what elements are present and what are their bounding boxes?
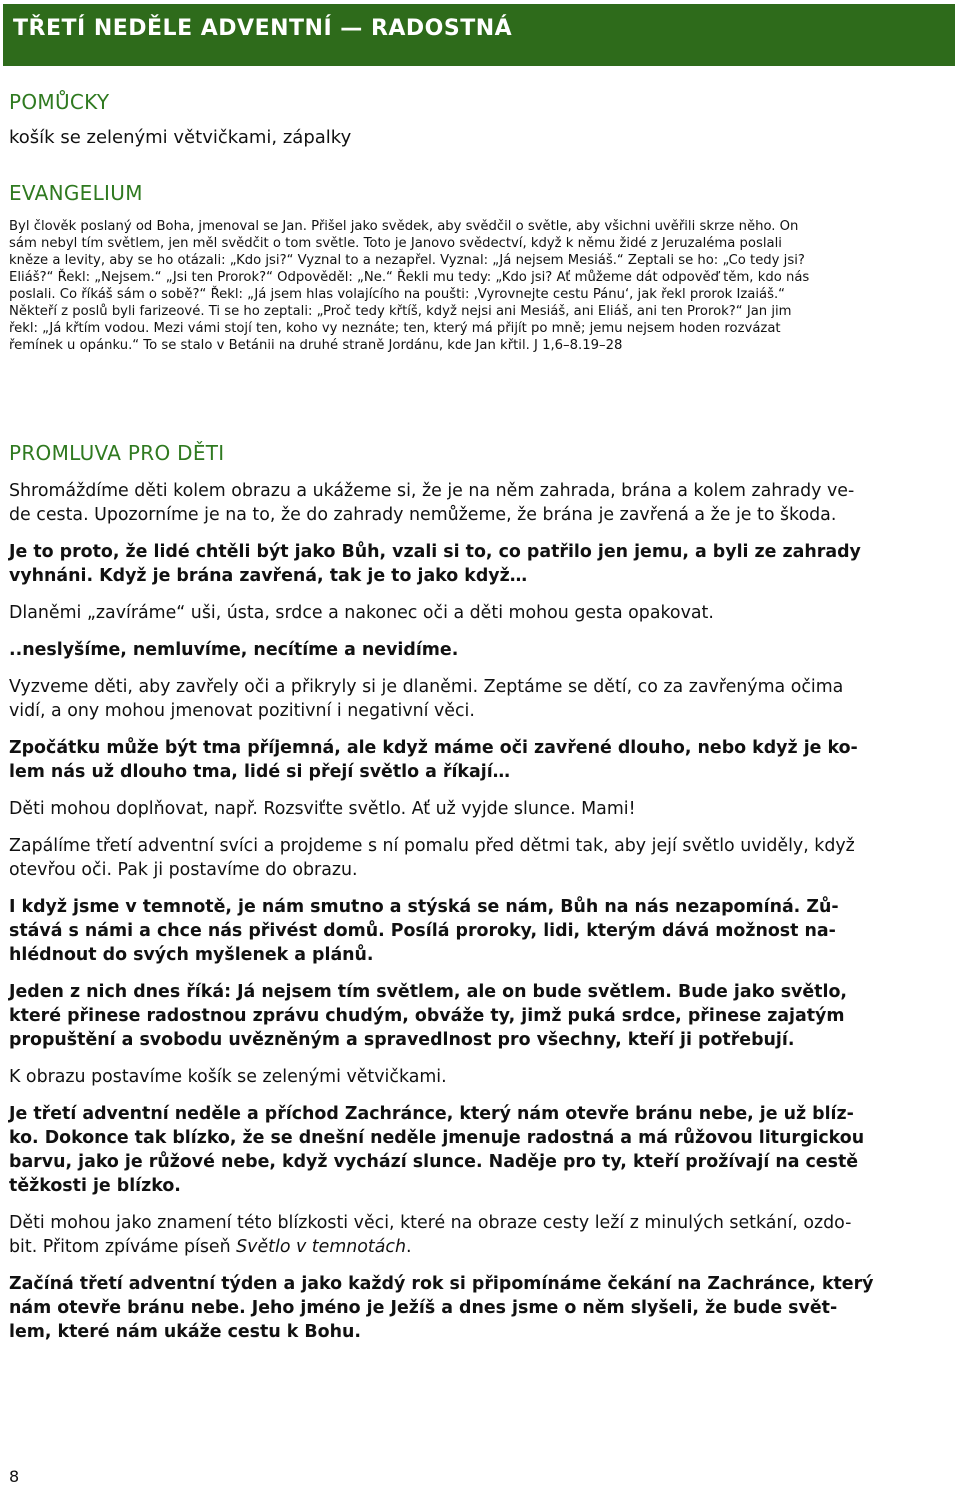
gospel-line: Byl člověk poslaný od Boha, jmenoval se Jan. Přišel jako svědek, aby svědčil o světle, aby všichni uvěřili skrze něho. On bbox=[9, 219, 799, 234]
talk-paragraph bbox=[9, 736, 954, 784]
talk-line: barvu, jako je růžové nebe, když vychází slunce. Naděje pro ty, kteří prožívají na cestě bbox=[9, 1152, 859, 1172]
section-heading-evangelium: EVANGELIUM bbox=[9, 181, 143, 205]
gospel-line: Někteří z poslů byli farizeové. Ti se ho zeptali: „Proč tedy křtíš, když nejsi ani Mesiáš, ani Eliáš, ani ten Prorok?“ Jan jim bbox=[9, 304, 792, 319]
talk-paragraph bbox=[9, 980, 954, 1052]
talk-line: vyhnáni. Když je brána zavřená, tak je to jako když… bbox=[9, 566, 528, 586]
talk-line: hlédnout do svých myšlenek a plánů. bbox=[9, 945, 374, 965]
talk-paragraph bbox=[9, 479, 954, 527]
section-heading-promluva: PROMLUVA PRO DĚTI bbox=[9, 441, 225, 465]
talk-line: Je třetí adventní neděle a příchod Zachránce, který nám otevře bránu nebe, je už blíz- bbox=[9, 1104, 854, 1124]
pomucky-text: košík se zelenými větvičkami, zápalky bbox=[9, 127, 352, 148]
talk-line: které přinese radostnou zprávu chudým, obváže ty, jimž puká srdce, přinese zajatým bbox=[9, 1006, 845, 1026]
talk-line: bit. Přitom zpíváme píseň Světlo v temnotách. bbox=[9, 1237, 412, 1257]
talk-line: ..neslyšíme, nemluvíme, necítíme a nevidíme. bbox=[9, 640, 459, 660]
talk-line: Vyzveme děti, aby zavřely oči a přikryly si je dlaněmi. Zeptáme se dětí, co za zavřenýma očima bbox=[9, 677, 844, 697]
talk-paragraph bbox=[9, 1065, 954, 1089]
talk-line: lem, které nám ukáže cestu k Bohu. bbox=[9, 1322, 361, 1342]
gospel-text bbox=[9, 218, 954, 354]
talk-line: Děti mohou jako znamení této blízkosti věci, které na obraze cesty leží z minulých setkání, ozdo- bbox=[9, 1213, 852, 1233]
talk-line: Je to proto, že lidé chtěli být jako Bůh, vzali si to, co patřilo jen jemu, a byli ze zahrady bbox=[9, 542, 861, 562]
talk-line: I když jsme v temnotě, je nám smutno a stýská se nám, Bůh na nás nezapomíná. Zů- bbox=[9, 897, 839, 917]
gospel-line: řemínek u opánku.“ To se stalo v Betánii na druhé straně Jordánu, kde Jan křtil. J 1,6–8.19–28 bbox=[9, 338, 623, 353]
talk-line: Děti mohou doplňovat, např. Rozsviťte světlo. Ať už vyjde slunce. Mami! bbox=[9, 799, 636, 819]
page-number: 8 bbox=[9, 1467, 20, 1486]
title-bar bbox=[3, 4, 955, 66]
children-talk bbox=[9, 479, 954, 1357]
talk-line: vidí, a ony mohou jmenovat pozitivní i negativní věci. bbox=[9, 701, 475, 721]
talk-paragraph bbox=[9, 1272, 954, 1344]
talk-paragraph bbox=[9, 675, 954, 723]
talk-line: K obrazu postavíme košík se zelenými větvičkami. bbox=[9, 1067, 447, 1087]
talk-line: stává s námi a chce nás přivést domů. Posílá proroky, lidi, kterým dává možnost na- bbox=[9, 921, 836, 941]
talk-paragraph bbox=[9, 638, 954, 662]
section-heading-pomucky: POMŮCKY bbox=[9, 90, 110, 114]
talk-line: ko. Dokonce tak blízko, že se dnešní neděle jmenuje radostná a má růžovou liturgickou bbox=[9, 1128, 865, 1148]
gospel-line: sám nebyl tím světlem, jen měl svědčit o tom světle. Toto je Janovo svědectví, když k němu židé z Jeruzaléma poslali bbox=[9, 236, 782, 251]
page-title: TŘETÍ NEDĚLE ADVENTNÍ — RADOSTNÁ bbox=[13, 16, 513, 41]
gospel-line: Eliáš?“ Řekl: „Nejsem.“ „Jsi ten Prorok?“ Odpověděl: „Ne.“ Řekli mu tedy: „Kdo jsi? Ať můžeme dát odpověď těm, kdo nás bbox=[9, 270, 810, 285]
talk-line: Dlaněmi „zavíráme“ uši, ústa, srdce a nakonec oči a děti mohou gesta opakovat. bbox=[9, 603, 714, 623]
talk-line: Jeden z nich dnes říká: Já nejsem tím světlem, ale on bude světlem. Bude jako světlo, bbox=[9, 982, 848, 1002]
talk-line: nám otevře bránu nebe. Jeho jméno je Ježíš a dnes jsme o něm slyšeli, že bude svět- bbox=[9, 1298, 838, 1318]
gospel-line: kněze a levity, aby se ho otázali: „Kdo jsi?“ Vyznal to a nezapřel. Vyznal: „Já nejsem Mesiáš.“ Zeptali se ho: „Co tedy jsi? bbox=[9, 253, 805, 268]
talk-paragraph bbox=[9, 834, 954, 882]
talk-paragraph bbox=[9, 540, 954, 588]
talk-line: propuštění a svobodu uvězněným a spravedlnost pro všechny, kteří ji potřebují. bbox=[9, 1030, 795, 1050]
talk-line: těžkosti je blízko. bbox=[9, 1176, 181, 1196]
talk-line: Zapálíme třetí adventní svíci a projdeme s ní pomalu před dětmi tak, aby její světlo uviděly, když bbox=[9, 836, 855, 856]
talk-paragraph bbox=[9, 895, 954, 967]
gospel-line: poslali. Co říkáš sám o sobě?“ Řekl: „Já jsem hlas volajícího na poušti: ‚Vyrovnejte cestu Pánu‘, jak řekl prorok Izaiáš.“ bbox=[9, 287, 785, 302]
talk-paragraph bbox=[9, 1102, 954, 1198]
talk-line: Zpočátku může být tma příjemná, ale když máme oči zavřené dlouho, nebo když je ko- bbox=[9, 738, 858, 758]
talk-paragraph bbox=[9, 1211, 954, 1259]
talk-paragraph bbox=[9, 797, 954, 821]
gospel-line: řekl: „Já křtím vodou. Mezi vámi stojí ten, koho vy neznáte; ten, který má přijít po mně; jemu nejsem hoden rozvázat bbox=[9, 321, 781, 336]
talk-line: Shromáždíme děti kolem obrazu a ukážeme si, že je na něm zahrada, brána a kolem zahrady ve- bbox=[9, 481, 855, 501]
talk-line: lem nás už dlouho tma, lidé si přejí světlo a říkají… bbox=[9, 762, 511, 782]
talk-line: Začíná třetí adventní týden a jako každý rok si připomínáme čekání na Zachránce, který bbox=[9, 1274, 874, 1294]
talk-paragraph bbox=[9, 601, 954, 625]
talk-line: otevřou oči. Pak ji postavíme do obrazu. bbox=[9, 860, 358, 880]
talk-line: de cesta. Upozorníme je na to, že do zahrady nemůžeme, že brána je zavřená a že je to škoda. bbox=[9, 505, 837, 525]
